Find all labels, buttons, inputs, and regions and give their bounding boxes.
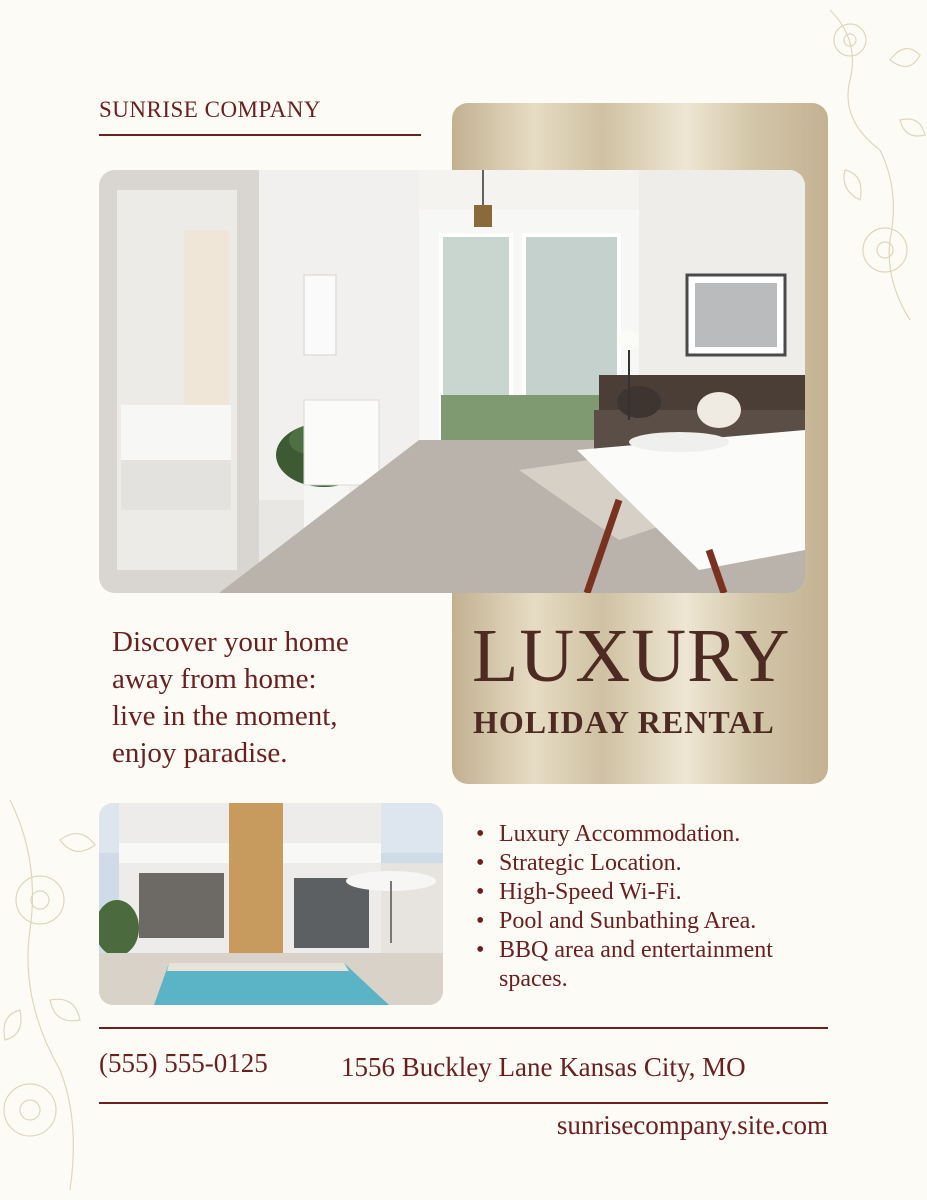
tagline-line: enjoy paradise. bbox=[112, 737, 288, 769]
header-divider bbox=[99, 134, 421, 136]
tagline-line: away from home: bbox=[112, 663, 317, 695]
footer-divider-top bbox=[99, 1027, 828, 1029]
living-room-photo bbox=[99, 170, 805, 593]
headline-subtitle: HOLIDAY RENTAL bbox=[473, 704, 775, 740]
feature-list bbox=[476, 820, 836, 994]
headline-title: LUXURY bbox=[472, 614, 791, 698]
feature-item: • Strategic Location. bbox=[476, 849, 836, 878]
address: 1556 Buckley Lane Kansas City, MO bbox=[341, 1052, 746, 1082]
tagline-line: live in the moment, bbox=[112, 700, 338, 732]
feature-item: • High-Speed Wi-Fi. bbox=[476, 878, 836, 907]
footer-divider-bottom bbox=[99, 1102, 828, 1104]
pool-house-photo bbox=[99, 803, 443, 1005]
phone-number[interactable]: (555) 555-0125 bbox=[99, 1048, 268, 1078]
company-name: SUNRISE COMPANY bbox=[99, 97, 322, 122]
feature-item: • BBQ area and entertainment spaces. bbox=[476, 936, 836, 994]
tagline-line: Discover your home bbox=[112, 626, 349, 658]
tagline bbox=[112, 624, 432, 772]
feature-item: • Luxury Accommodation. bbox=[476, 820, 836, 849]
feature-item: • Pool and Sunbathing Area. bbox=[476, 907, 836, 936]
website-link[interactable]: sunrisecompany.site.com bbox=[556, 1110, 828, 1140]
